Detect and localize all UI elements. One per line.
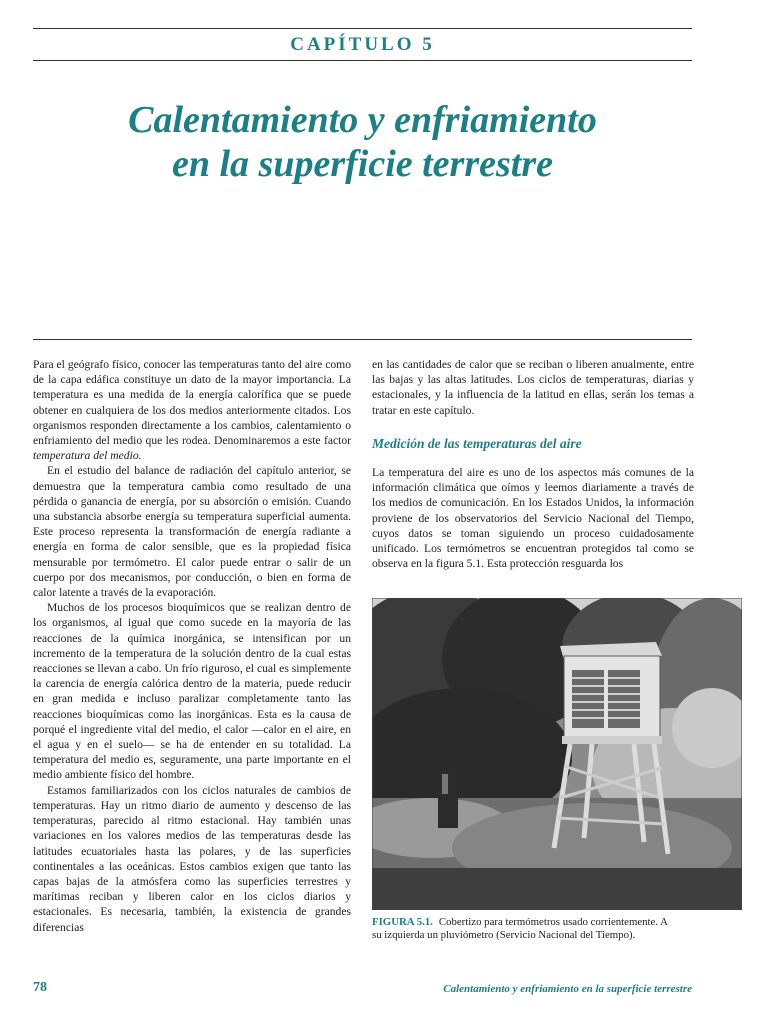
figure-caption: [372, 916, 672, 942]
figure-caption-text: Cobertizo para termómetros usado corrientemente. A su izquierda un pluviómetro (Servicio Nacional del Tiempo).: [372, 916, 668, 941]
chapter-title: [33, 98, 692, 186]
page-number: 78: [33, 980, 47, 995]
left-column: [33, 357, 351, 935]
chapter-title-line2: en la superficie terrestre: [171, 143, 553, 185]
chapter-rule: [33, 60, 692, 61]
paragraph-4: Estamos familiarizados con los ciclos naturales de cambios de temperaturas. Hay un ritmo diario de aumento y descenso de las temperaturas, parecido al ritmo estacional. Hay también unas variaciones en los valores medios de las temperaturas desde las latitudes ecuatoriales hasta las polares, y de las superficies continentales a las oceánicas. Estos cambios exigen que tanto las capas bajas de la atmósfera como las superficies terrestres y marítimas reciban y liberen calor en los ciclos diarios y estacionales. Es necesaria, también, la existencia de grandes diferencias: [33, 783, 351, 934]
paragraph-3: Muchos de los procesos bioquímicos que se realizan dentro de los organismos, al igual que como sucede en la mayoría de las reacciones de la química inorgánica, se intensifican por un incremento de la temperatura de la solución dentro de la cual estas reacciones se llevan a cabo. Un frío riguroso, el cual es simplemente la carencia de energía calórica dentro de la materia, puede reducir en gran medida e incluso paralizar completamente tanto las reacciones bioquímicas como las inorgánicas. Esta es la causa de porqué el ingrediente vital del medio, el calor —calor en el aire, en el agua y en el suelo— se ha de entender en su totalidad. La temperatura del medio es, seguramente, una parte importante en el medio ambiente físico del hombre.: [33, 601, 351, 782]
chapter-title-line1: Calentamiento y enfriamiento: [128, 99, 597, 141]
term-temperatura-medio: temperatura del medio.: [33, 449, 142, 463]
paragraph-5: en las cantidades de calor que se reciban o liberen anualmente, entre las bajas y las altas latitudes. Los ciclos de temperaturas, diarias y estacionales, y la influencia de la latitud en ellas, serán los temas a tratar en este capítulo.: [372, 358, 694, 417]
paragraph-6: La temperatura del aire es uno de los aspectos más comunes de la información climática que oímos y leemos diariamente a través de los medios de comunicación. En los Estados Unidos, la información proviene de los observatorios del Servicio Nacional del Tiempo, cuyos datos se toman siguiendo un proceso cuidadosamente unificado. Los termómetros se encuentran protegidos tal como se observa en la figura 5.1. Esta protección resguarda los: [372, 466, 694, 571]
running-head: Calentamiento y enfriamiento en la superficie terrestre: [443, 983, 692, 995]
paragraph-1: [33, 357, 351, 463]
paragraph-2: En el estudio del balance de radiación del capítulo anterior, se demuestra que la temperatura cambia como resultado de una pérdida o ganancia de energía, por su absorción o emisión. Cuando una substancia absorbe energía su temperatura superficial aumenta. Este proceso representa la transformación de energía radiante a energía en forma de calor sensible, que es la propiedad física mensurable por termómetro. El calor puede entrar o salir de un cuerpo por dos mecanismos, por conducción, o bien en forma de calor latente a través de la evaporación.: [33, 464, 351, 600]
chapter-label: CAPÍTULO 5: [290, 34, 435, 55]
section-heading: Medición de las temperaturas del aire: [372, 435, 582, 451]
section-rule: [33, 339, 692, 340]
paragraph-1-text: Para el geógrafo físico, conocer las temperaturas tanto del aire como de la capa edáfica constituye un dato de la mayor importancia. La temperatura es una medida de la energía calorífica que se puede obtener en cualquiera de los dos medios anteriormente citados. Los organismos responden directamente a los cambios, calentamiento o enfriamiento del medio que les rodea. Denominaremos a este factor: [33, 358, 351, 448]
figure-5-1-photo: [372, 598, 742, 910]
right-column: [372, 357, 694, 571]
figure-label: FIGURA 5.1.: [372, 916, 433, 928]
top-rule: [33, 28, 692, 29]
